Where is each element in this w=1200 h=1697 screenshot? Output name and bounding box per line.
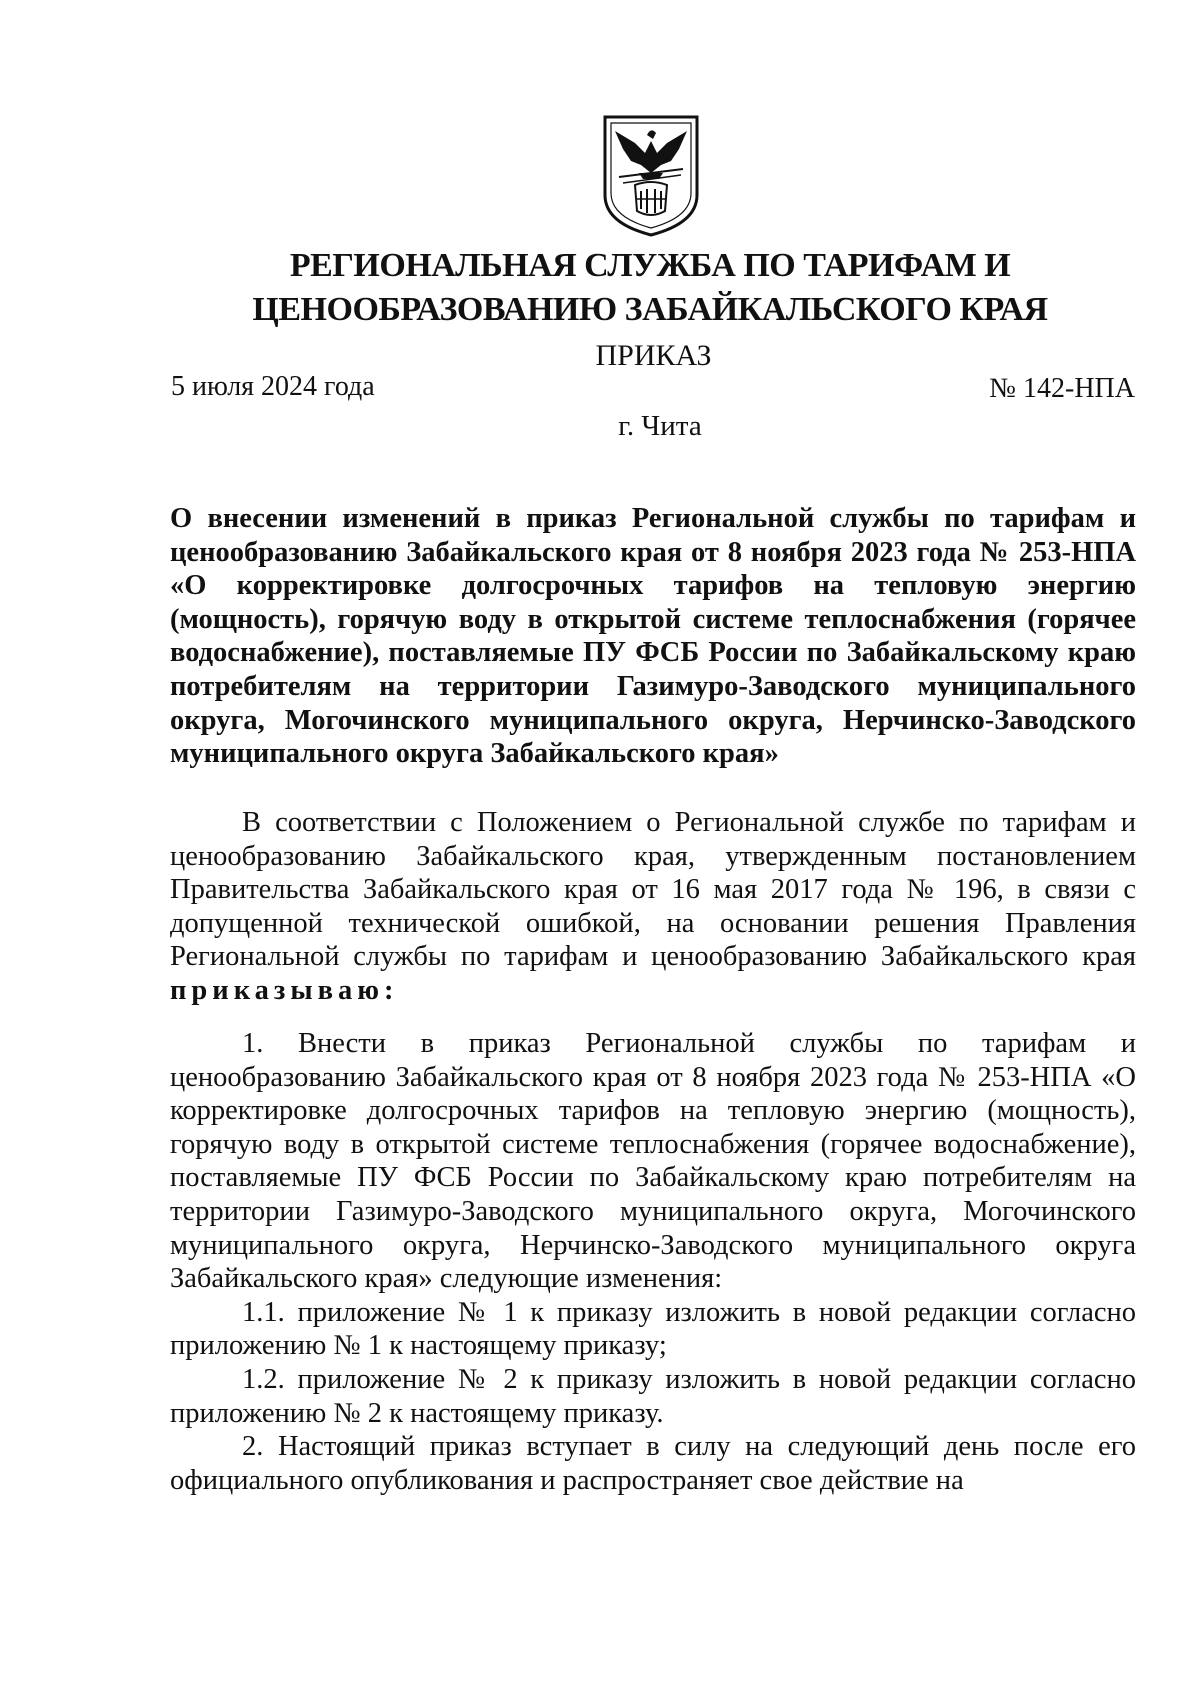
agency-name — [0, 244, 1200, 332]
document-date: 5 июля 2024 года — [171, 371, 375, 402]
document-type: ПРИКАЗ — [595, 339, 712, 372]
document-city: г. Чита — [618, 410, 702, 442]
agency-name-line-2: ЦЕНООБРАЗОВАНИЮ ЗАБАЙКАЛЬСКОГО КРАЯ — [252, 291, 1048, 328]
order-items — [170, 1027, 1136, 1497]
document-number: № 142-НПА — [989, 373, 1135, 404]
preamble — [170, 806, 1136, 1008]
order-item-1-2: 1.2. приложение № 2 к приказу изложить в новой редакции согласно приложению № 2 к настоящему приказу. — [170, 1363, 1136, 1429]
order-item-1: 1. Внести в приказ Региональной службы по тарифам и ценообразованию Забайкальского края от 8 ноября 2023 года № 253-НПА «О корректировке долгосрочных тарифов на тепловую энергию (мощность), горячую воду в открытой системе теплоснабжения (горячее водоснабжение), поставляемые ПУ ФСБ России по Забайкальскому краю потребителям на территории Газимуро-Заводского муниципального округа, Могочинского муниципального округа, Нерчинско-Заводского муниципального округа Забайкальского края» следующие изменения: — [170, 1028, 1136, 1295]
agency-name-line-1: РЕГИОНАЛЬНАЯ СЛУЖБА ПО ТАРИФАМ И — [289, 247, 1011, 284]
order-item-2: 2. Настоящий приказ вступает в силу на следующий день после его официального опубликования и распространяет свое действие на — [170, 1431, 1136, 1496]
order-item-1-1: 1.1. приложение № 1 к приказу изложить в новой редакции согласно приложению № 1 к настоящему приказу; — [170, 1296, 1136, 1362]
coat-of-arms-icon — [601, 113, 701, 238]
document-subject: О внесении изменений в приказ Региональной службы по тарифам и ценообразованию Забайкальского края от 8 ноября 2023 года № 253-НПА «О корректировке долгосрочных тарифов на тепловую энергию (мощность), горячую воду в открытой системе теплоснабжения (горячее водоснабжение), поставляемые ПУ ФСБ России по Забайкальскому краю потребителям на территории Газимуро-Заводского муниципального округа, Могочинского муниципального округа, Нерчинско-Заводского муниципального округа Забайкальского края» — [170, 503, 1136, 770]
order-word: приказываю: — [170, 974, 399, 1006]
preamble-text: В соответствии с Положением о Региональной службе по тарифам и ценообразованию Забайкальского края, утвержденным постановлением Правительства Забайкальского края от 16 мая 2017 года № 196, в связи с допущенной технической ошибкой, на основании решения Правления Региональной службы по тарифам и ценообразованию Забайкальского края — [170, 807, 1136, 973]
